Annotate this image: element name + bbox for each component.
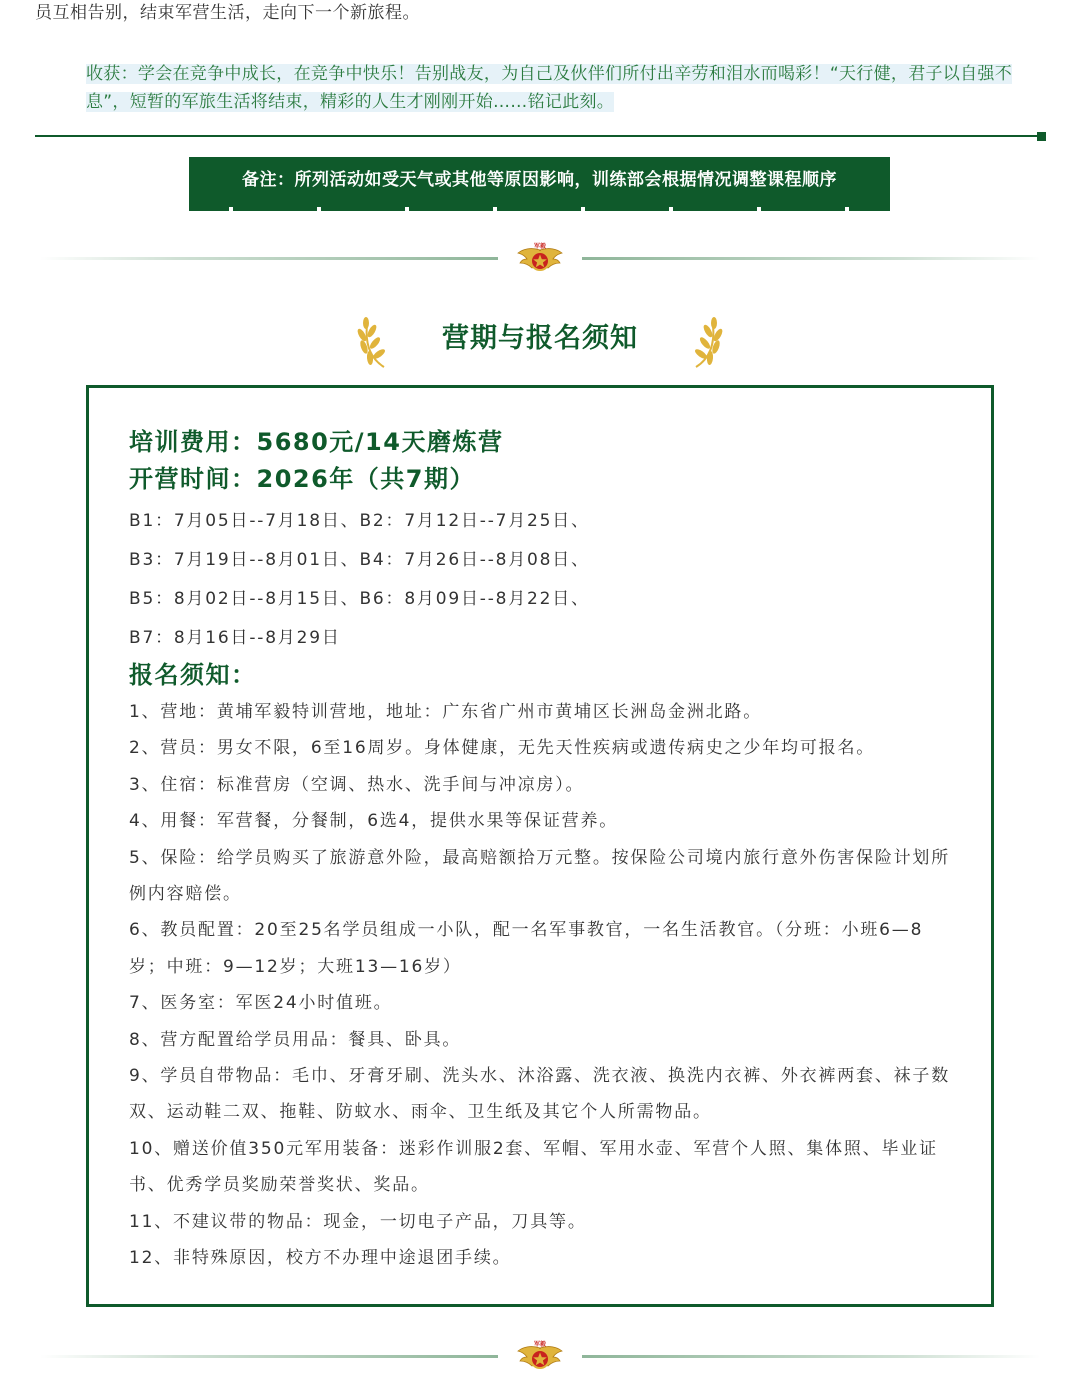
notice-item: 5、保险：给学员购买了旅游意外险，最高赔额拾万元整。按保险公司境内旅行意外伤害保险计划所例内容赔偿。 xyxy=(129,847,951,905)
notice-list xyxy=(129,694,959,1277)
harvest-paragraph xyxy=(86,60,1026,116)
wheat-right-icon xyxy=(689,311,723,369)
separator-line-right xyxy=(582,257,1040,260)
emblem-label-bottom: 军毅 xyxy=(533,1341,547,1348)
separator-line-left-bottom xyxy=(40,1355,498,1358)
note-text: 备注：所列活动如受天气或其他等原因影响，训练部会根据情况调整课程顺序 xyxy=(242,170,837,190)
notice-item: 2、营员：男女不限，6至16周岁。身体健康，无先天性疾病或遗传病史之少年均可报名。 xyxy=(129,738,876,759)
open-time: 开营时间：2026年（共7期） xyxy=(129,465,475,493)
schedule-line: B3：7月19日--8月01日、B4：7月26日--8月08日、 xyxy=(129,550,590,570)
intro-top-fragment: 员互相告别，结束军营生活，走向下一个新旅程。 xyxy=(35,3,420,23)
section-title: 营期与报名须知 xyxy=(442,323,638,354)
notice-item: 7、医务室：军医24小时值班。 xyxy=(129,993,393,1014)
notice-item: 12、非特殊原因，校方不办理中途退团手续。 xyxy=(129,1248,512,1269)
schedule-line: B1：7月05日--7月18日、B2：7月12日--7月25日、 xyxy=(129,511,590,531)
note-banner xyxy=(189,157,890,211)
notice-item: 9、学员自带物品：毛巾、牙膏牙刷、洗头水、沐浴露、洗衣液、换洗内衣裤、外衣裤两套、袜子数双、运动鞋二双、拖鞋、防蚊水、雨伞、卫生纸及其它个人所需物品。 xyxy=(129,1066,951,1123)
note-banner-ticks xyxy=(189,207,890,211)
military-wing-emblem-icon xyxy=(517,241,563,275)
training-fee: 培训费用：5680元/14天磨炼营 xyxy=(129,428,504,456)
notice-item: 6、教员配置：20至25名学员组成一小队，配一名军事教官，一名生活教官。（分班：小班6—8岁；中班：9—12岁；大班13—16岁） xyxy=(129,920,924,977)
notice-item: 10、赠送价值350元军用装备：迷彩作训服2套、军帽、军用水壶、军营个人照、集体照、毕业证书、优秀学员奖励荣誉奖状、奖品。 xyxy=(129,1138,938,1196)
notice-item: 8、营方配置给学员用品：餐具、卧具。 xyxy=(129,1029,462,1050)
notice-item: 3、住宿：标准营房（空调、热水、洗手间与冲凉房）。 xyxy=(129,774,585,795)
separator-line-right-bottom xyxy=(582,1355,1040,1358)
notice-item: 11、不建议带的物品：现金，一切电子产品，刀具等。 xyxy=(129,1211,587,1232)
divider-square xyxy=(1037,132,1046,141)
schedule-line: B5：8月02日--8月15日、B6：8月09日--8月22日、 xyxy=(129,589,590,609)
session-schedule xyxy=(129,502,959,658)
schedule-line: B7：8月16日--8月29日 xyxy=(129,628,341,648)
section-divider xyxy=(35,135,1041,137)
notice-title: 报名须知： xyxy=(129,661,257,689)
enrollment-info-content xyxy=(129,424,959,1277)
enrollment-info-box xyxy=(86,385,994,1307)
notice-item: 4、用餐：军营餐，分餐制，6选4，提供水果等保证营养。 xyxy=(129,811,619,832)
notice-item: 1、营地：黄埔军毅特训营地，地址：广东省广州市黄埔区长洲岛金洲北路。 xyxy=(129,702,763,722)
emblem-label: 军毅 xyxy=(533,243,547,250)
military-wing-emblem-bottom-icon xyxy=(517,1339,563,1373)
separator-line-left xyxy=(40,257,498,260)
harvest-text: 收获：学会在竞争中成长，在竞争中快乐！告别战友，为自己及伙伴们所付出辛劳和泪水而喝彩！“天行健，君子以自强不息”，短暂的军旅生活将结束，精彩的人生才刚刚开始……铭记此刻。 xyxy=(86,64,1013,112)
